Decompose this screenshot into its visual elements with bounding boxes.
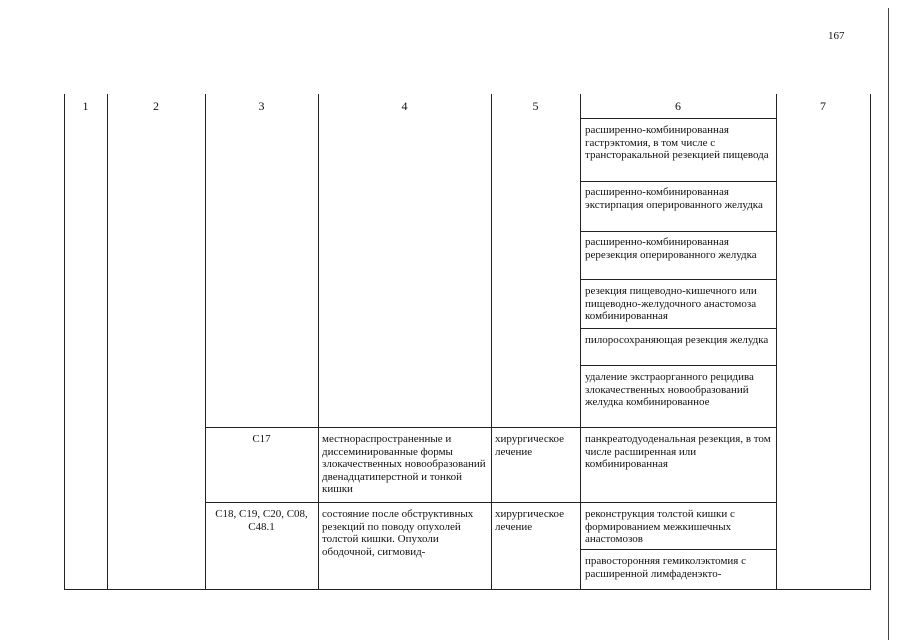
table-col-divider-5 — [580, 94, 581, 590]
col6-item: расширенно-комбинированная гастрэктомия, в том числе с трансторакальной резекцией пищевода — [585, 124, 769, 161]
table-col-divider-6 — [776, 94, 777, 590]
row-c18-col6-item: правосторонняя гемиколэктомия с расширенной лимфаденэкто- — [585, 555, 746, 580]
page-number: 167 — [828, 30, 845, 42]
table-border-left — [64, 94, 65, 590]
col6-divider — [580, 279, 776, 280]
row-c18-col6-item: реконструкция толстой кишки с формированием межкишечных анастомозов — [585, 508, 735, 545]
col6-item: пилоросохраняющая резекция желудка — [585, 334, 769, 346]
header-cell-2: 2 — [153, 99, 159, 113]
table-col-divider-4 — [491, 94, 492, 590]
col6-item: резекция пищеводно-кишечного или пищеводно-желудочного анастомоза комбинированная — [585, 285, 757, 322]
col6-item: расширенно-комбинированная ререзекция оперированного желудка — [585, 236, 757, 261]
row-divider — [205, 427, 776, 428]
col6-divider — [580, 328, 776, 329]
table-col-divider-2 — [205, 94, 206, 590]
header-cell-1: 1 — [82, 99, 89, 113]
table-border-right — [870, 94, 871, 590]
header-cell-4: 4 — [401, 99, 408, 113]
row-c18-col4: состояние после обструктивных резекций по поводу опухолей толстой кишки. Опухоли ободочной, сигмовид- — [322, 508, 474, 558]
col6-divider — [580, 231, 776, 232]
col6-item: удаление экстраорганного рецидива злокачественных новообразований желудка комбинированное — [585, 371, 754, 408]
row-c17-col4: местнораспространенные и диссеминированные формы злокачественных новообразований двенадцатиперстной и тонкой кишки — [322, 433, 486, 495]
header-cell-3: 3 — [258, 99, 265, 113]
col6-divider — [580, 549, 776, 550]
header-divider — [580, 118, 776, 119]
row-c17-col6: панкреатодуоденальная резекция, в том числе расширенная или комбинированная — [585, 433, 771, 470]
col6-divider — [580, 365, 776, 366]
header-cell-7: 7 — [820, 99, 826, 113]
table-col-divider-3 — [318, 94, 319, 590]
col6-divider — [580, 181, 776, 182]
row-c17-col5: хирургическое лечение — [495, 433, 565, 458]
col6-item: расширенно-комбинированная экстирпация оперированного желудка — [585, 186, 763, 211]
row-c18-col5: хирургическое лечение — [495, 508, 565, 533]
header-cell-6: 6 — [675, 99, 681, 113]
page-edge-line — [888, 8, 889, 640]
row-c18-col3: C18, C19, C20, C08, C48.1 — [215, 508, 308, 533]
row-divider — [205, 502, 776, 503]
table-col-divider-1 — [107, 94, 108, 590]
header-cell-5: 5 — [532, 99, 539, 113]
table-border-bottom — [64, 589, 871, 590]
row-c17-col3: C17 — [252, 433, 271, 445]
